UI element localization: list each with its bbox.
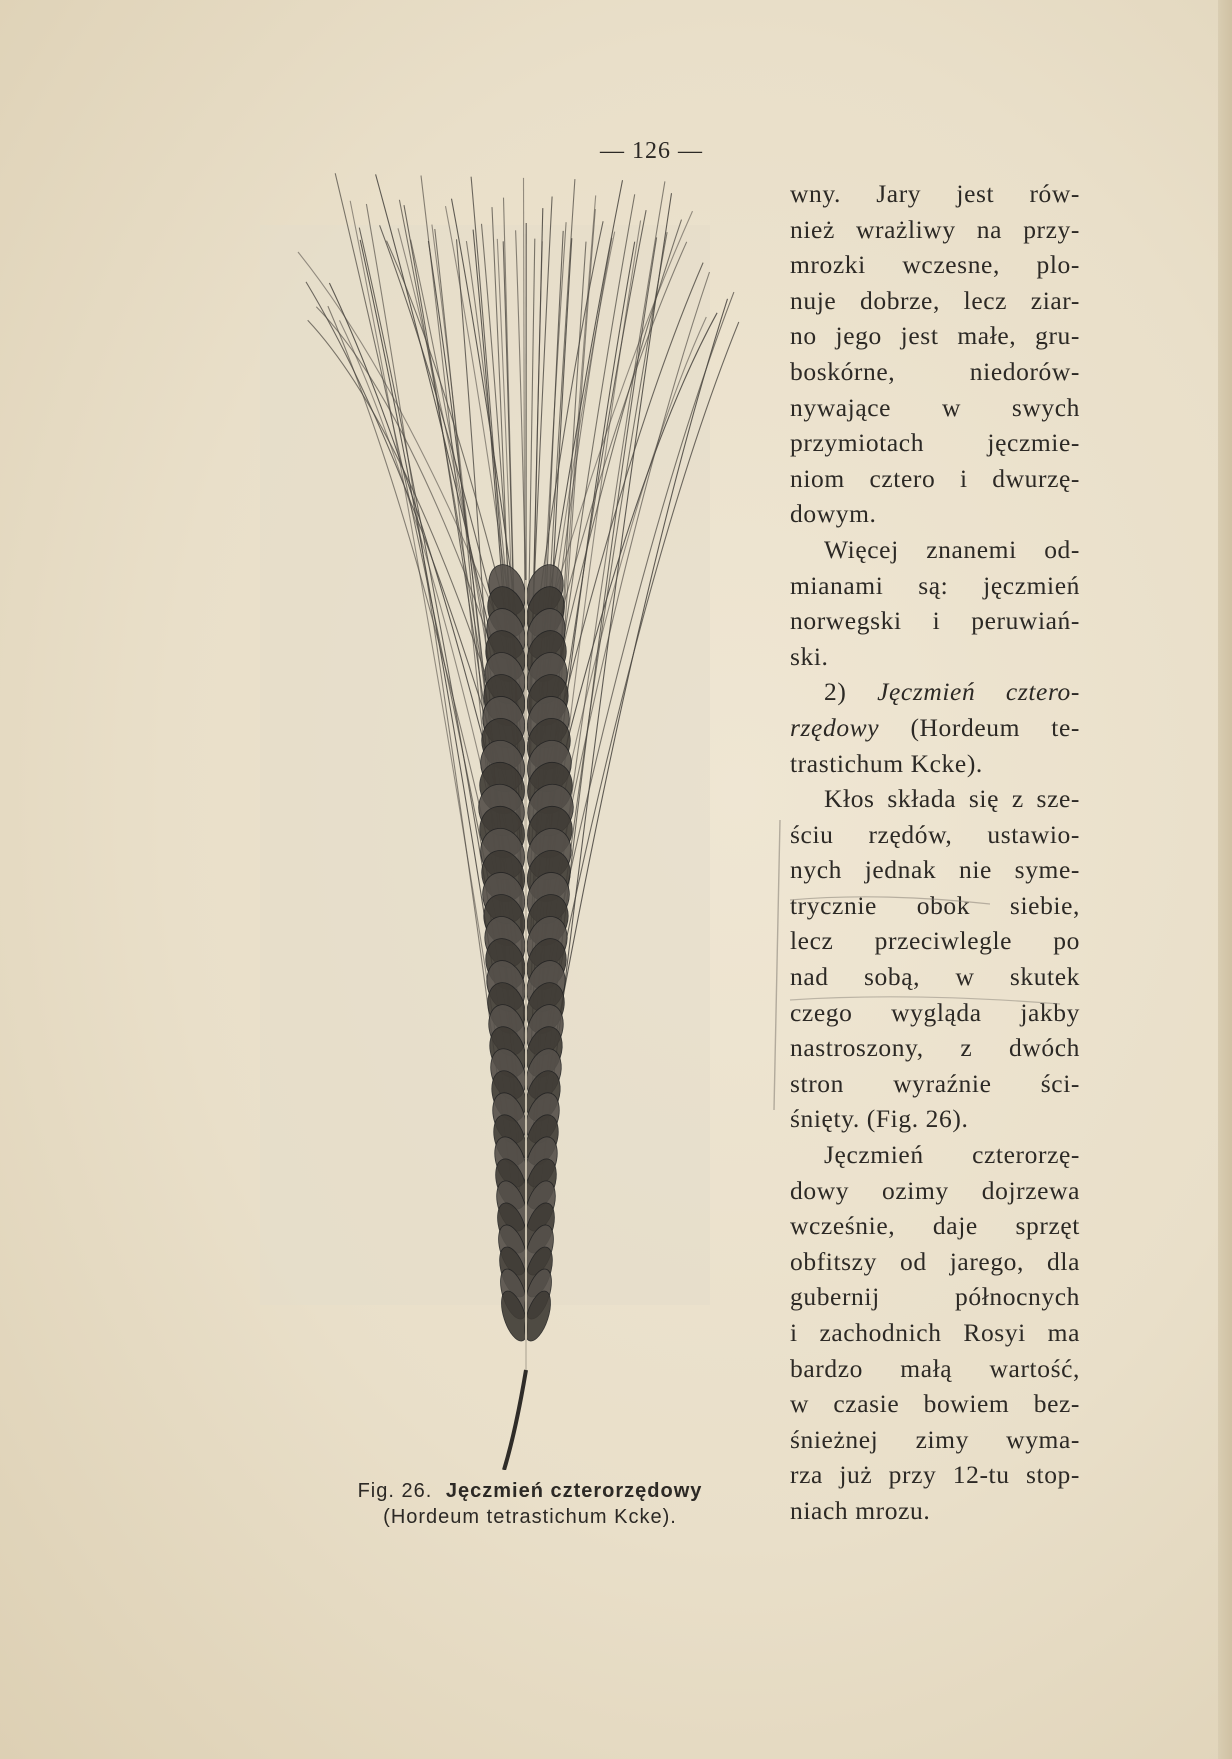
- text-line: no jego jest małe, gru-: [790, 321, 1080, 351]
- text-line: przymiotach jęczmie-: [790, 428, 1080, 458]
- text-line: stron wyraźnie ści-: [790, 1068, 1080, 1098]
- text-line: mianami są: jęczmień: [790, 570, 1080, 600]
- text-line: i zachodnich Rosyi ma: [790, 1318, 1080, 1347]
- text-line: Jęczmień czterorzę-: [824, 1140, 1080, 1170]
- text-line: nywające w swych: [790, 392, 1080, 422]
- text-line: nuje dobrze, lecz ziar-: [790, 285, 1080, 315]
- text-line: bardzo małą wartość,: [790, 1353, 1080, 1383]
- figure-caption: [330, 1478, 730, 1530]
- text-line: nastroszony, z dwóch: [790, 1033, 1080, 1063]
- text-line: niom cztero i dwurzę-: [790, 463, 1080, 493]
- list-number: 2): [824, 677, 847, 707]
- text-line: czego wygląda jakby: [790, 997, 1080, 1027]
- page-number: — 126 —: [600, 138, 703, 164]
- text-line: gubernij północnych: [790, 1282, 1080, 1312]
- text-line: [790, 674, 1080, 710]
- text-line: nież wrażliwy na przy-: [790, 214, 1080, 244]
- text-line: ski.: [790, 641, 829, 671]
- italic-term: Jęczmień cztero-: [877, 677, 1080, 707]
- text-line: trycznie obok siebie,: [790, 890, 1080, 920]
- text-line: Kłos składa się z sze-: [824, 784, 1080, 814]
- text-line: norwegski i peruwiań-: [790, 606, 1080, 636]
- body-text-column: [790, 176, 1080, 1529]
- text-line: śnięty. (Fig. 26).: [790, 1104, 969, 1134]
- figure-latin-name: (Hordeum tetrastichum Kcke).: [383, 1506, 677, 1528]
- latin-name: (Hordeum te-: [910, 712, 1080, 742]
- text-line: boskórne, niedorów-: [790, 356, 1080, 386]
- text-line: rza już przy 12-tu stop-: [790, 1460, 1080, 1490]
- text-line: mrozki wczesne, plo-: [790, 250, 1080, 280]
- text-line: trastichum Kcke).: [790, 748, 983, 778]
- barley-ear-illustration: [258, 170, 778, 1470]
- text-line: obfitszy od jarego, dla: [790, 1246, 1080, 1276]
- text-line: dowy ozimy dojrzewa: [790, 1175, 1080, 1205]
- text-line: wcześnie, daje sprzęt: [790, 1211, 1080, 1241]
- text-line: w czasie bowiem bez-: [790, 1389, 1080, 1419]
- text-line: wny. Jary jest rów-: [790, 179, 1080, 208]
- text-line: Więcej znanemi od-: [824, 534, 1080, 564]
- text-line: [790, 710, 1080, 746]
- page-edge: [1218, 0, 1232, 1759]
- text-line: dowym.: [790, 499, 877, 529]
- text-line: niach mrozu.: [790, 1495, 931, 1525]
- italic-term: rzędowy: [790, 712, 880, 742]
- figure-label: Fig. 26.: [357, 1480, 433, 1502]
- text-line: nad sobą, w skutek: [790, 962, 1080, 992]
- text-line: śnieżnej zimy wyma-: [790, 1424, 1080, 1454]
- text-line: nych jednak nie syme-: [790, 855, 1080, 885]
- barley-ear-drawing: [258, 170, 778, 1470]
- text-line: lecz przeciwlegle po: [790, 926, 1080, 956]
- text-line: ściu rzędów, ustawio-: [790, 819, 1080, 849]
- figure-title: Jęczmień czterorzędowy: [445, 1480, 703, 1502]
